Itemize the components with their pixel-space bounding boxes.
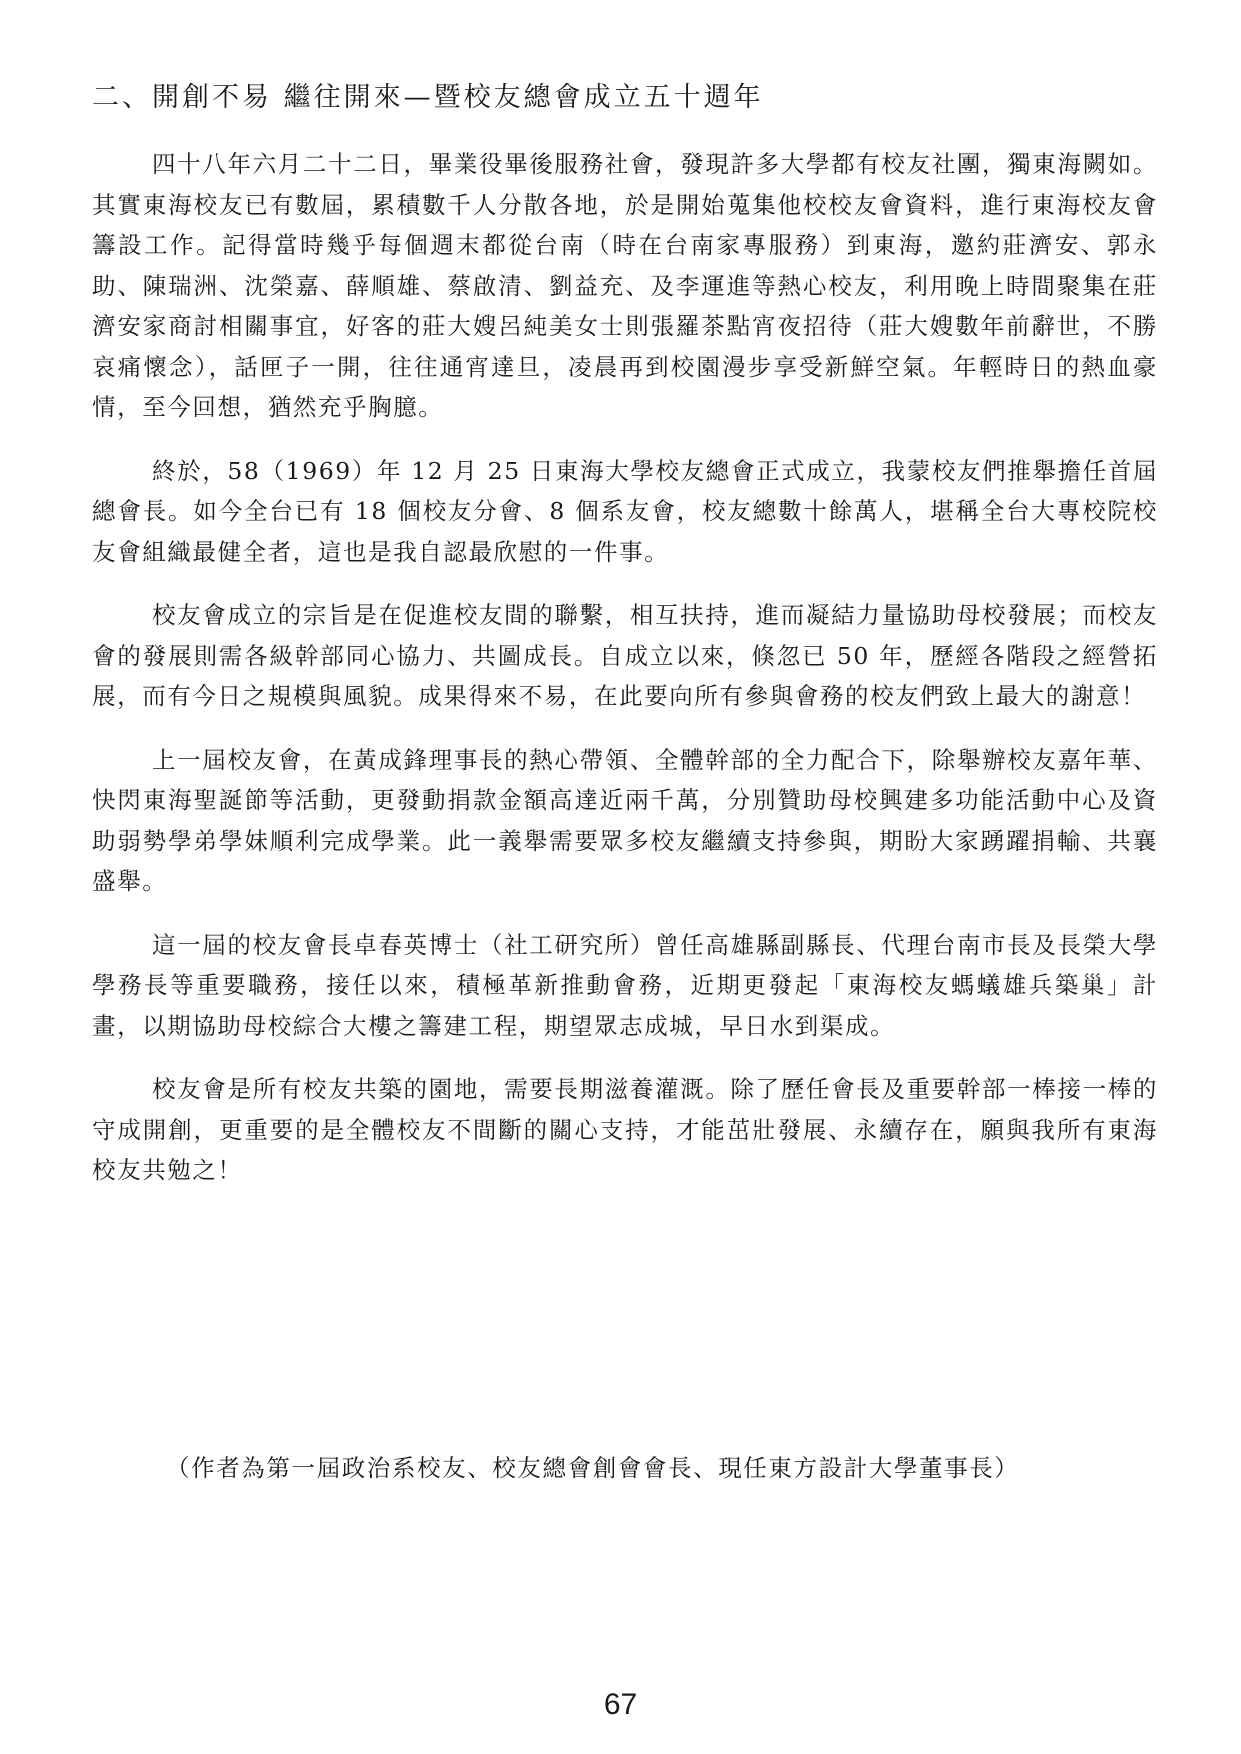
paragraph: 四十八年六月二十二日，畢業役畢後服務社會，發現許多大學都有校友社團，獨東海闕如。其實東海校友已有數屆，累積數千人分散各地，於是開始蒐集他校校友會資料，進行東海校友會籌設工作。記得當時幾乎每個週末都從台南（時在台南家專服務）到東海，邀約莊濟安、郭永助、陳瑞洲、沈榮嘉、薛順雄、蔡啟清、劉益充、及李運進等熱心校友，利用晚上時間聚集在莊濟安家商討相關事宜，好客的莊大嫂呂純美女士則張羅茶點宵夜招待（莊大嫂數年前辭世，不勝哀痛懷念），話匣子一開，往往通宵達旦，凌晨再到校園漫步享受新鮮空氣。年輕時日的熱血豪情，至今回想，猶然充乎胸臆。 [92,150,1158,421]
paragraph: 校友會成立的宗旨是在促進校友間的聯繫，相互扶持，進而凝結力量協助母校發展；而校友會的發展則需各級幹部同心協力、共圖成長。自成立以來，倏忽已 50 年，歷經各階段之經營拓展，而有今日之規模與風貌。成果得來不易，在此要向所有參與會務的校友們致上最大的謝意！ [92,601,1158,710]
paragraph: 這一屆的校友會長卓春英博士（社工研究所）曾任高雄縣副縣長、代理台南市長及長榮大學學務長等重要職務，接任以來，積極革新推動會務，近期更發起「東海校友螞蟻雄兵築巢」計畫，以期協助母校綜合大樓之籌建工程，期望眾志成城，早日水到渠成。 [92,930,1158,1040]
paragraph: 校友會是所有校友共築的園地，需要長期滋養灌溉。除了歷任會長及重要幹部一棒接一棒的守成開創，更重要的是全體校友不間斷的關心支持，才能茁壯發展、永續存在，願與我所有東海校友共勉之！ [92,1075,1158,1184]
paragraph: 上一屆校友會，在黃成鋒理事長的熱心帶領、全體幹部的全力配合下，除舉辦校友嘉年華、快閃東海聖誕節等活動，更發動捐款金額高達近兩千萬，分別贊助母校興建多功能活動中心及資助弱勢學弟學妹順利完成學業。此一義舉需要眾多校友繼續支持參與，期盼大家踴躍捐輸、共襄盛舉。 [92,745,1158,895]
paragraph: 終於，58（1969）年 12 月 25 日東海大學校友總會正式成立，我蒙校友們推舉擔任首屆總會長。如今全台已有 18 個校友分會、8 個系友會，校友總數十餘萬人，堪稱全台大專校院校友會組織最健全者，這也是我自認最欣慰的一件事。 [92,456,1158,566]
page-number: 67 [603,1688,638,1721]
section-heading: 二、開創不易 繼往開來—暨校友總會成立五十週年 [92,82,764,113]
author-note: （作者為第一屆政治系校友、校友總會創會會長、現任東方設計大學董事長） [166,1454,1020,1482]
article-body [92,144,1158,1214]
